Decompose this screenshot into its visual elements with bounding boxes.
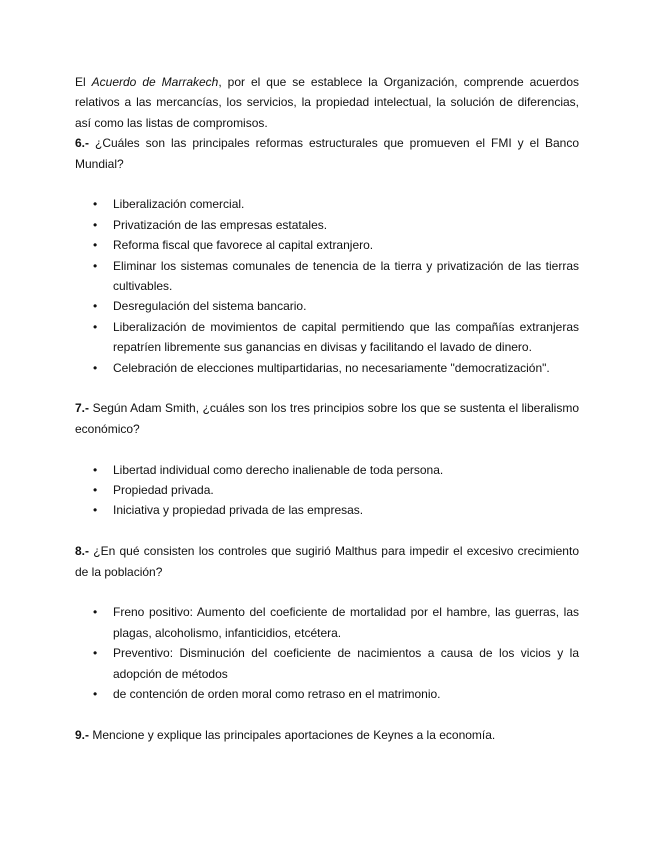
question-number: 9.- bbox=[75, 727, 90, 742]
question-6 bbox=[75, 133, 579, 174]
list-item-text: Libertad individual como derecho inalienable de toda persona. bbox=[113, 462, 444, 477]
bullet-icon: • bbox=[93, 503, 98, 518]
list-item bbox=[75, 256, 579, 297]
list-item bbox=[75, 684, 579, 704]
list-item-text: Freno positivo: Aumento del coeficiente de mortalidad por el hambre, las guerras, las plagas, alcoholismo, infanticidios, etcétera. bbox=[113, 605, 579, 640]
intro-rest: , por el que se establece la Organización, comprende acuerdos relativos a las mercancías, los servicios, la propiedad intelectual, la solución de diferencias, así como las listas de compromisos. bbox=[75, 75, 579, 130]
question-7-answers bbox=[75, 460, 579, 521]
list-item bbox=[75, 235, 579, 255]
bullet-icon: • bbox=[93, 687, 98, 702]
list-item-text: Liberalización comercial. bbox=[113, 197, 245, 212]
question-number: 6.- bbox=[75, 136, 90, 151]
list-item-text: Iniciativa y propiedad privada de las empresas. bbox=[113, 503, 364, 518]
list-item-text: Privatización de las empresas estatales. bbox=[113, 217, 328, 232]
question-number: 7.- bbox=[75, 401, 90, 416]
list-item bbox=[75, 358, 579, 378]
question-number: 8.- bbox=[75, 544, 90, 559]
bullet-icon: • bbox=[93, 360, 98, 375]
bullet-icon: • bbox=[93, 258, 98, 273]
document-page bbox=[75, 72, 579, 745]
bullet-icon: • bbox=[93, 646, 98, 661]
intro-prefix: El bbox=[75, 75, 92, 89]
spacer bbox=[75, 521, 579, 541]
list-item-text: Reforma fiscal que favorece al capital extranjero. bbox=[113, 238, 374, 253]
list-item-text: Liberalización de movimientos de capital permitiendo que las compañías extranjeras repatríen libremente sus ganancias en divisas y facilitando el lavado de dinero. bbox=[113, 319, 579, 355]
list-item bbox=[75, 500, 579, 520]
list-item bbox=[75, 317, 579, 358]
spacer bbox=[75, 378, 579, 398]
list-item-text: Eliminar los sistemas comunales de tenencia de la tierra y privatización de las tierras cultivables. bbox=[113, 258, 579, 294]
list-item-text: Preventivo: Disminución del coeficiente de nacimientos a causa de los vicios y la adopción de métodos bbox=[113, 646, 579, 681]
question-8-answers bbox=[75, 602, 579, 704]
list-item-text: Desregulación del sistema bancario. bbox=[113, 299, 307, 314]
bullet-icon: • bbox=[93, 217, 98, 232]
question-text: ¿En qué consisten los controles que sugirió Malthus para impedir el excesivo crecimiento de la población? bbox=[75, 544, 579, 579]
list-item-text: Celebración de elecciones multipartidarias, no necesariamente "democratización". bbox=[113, 360, 550, 375]
spacer bbox=[75, 174, 579, 194]
bullet-icon: • bbox=[93, 605, 98, 620]
bullet-icon: • bbox=[93, 483, 98, 498]
bullet-icon: • bbox=[93, 319, 98, 334]
spacer bbox=[75, 439, 579, 459]
bullet-icon: • bbox=[93, 238, 98, 253]
bullet-icon: • bbox=[93, 462, 98, 477]
question-6-answers bbox=[75, 194, 579, 378]
spacer bbox=[75, 582, 579, 602]
list-item bbox=[75, 460, 579, 480]
bullet-icon: • bbox=[93, 197, 98, 212]
list-item bbox=[75, 602, 579, 643]
list-item bbox=[75, 194, 579, 214]
question-7 bbox=[75, 398, 579, 439]
question-text: Según Adam Smith, ¿cuáles son los tres principios sobre los que se sustenta el liberalismo económico? bbox=[75, 401, 579, 436]
list-item bbox=[75, 643, 579, 684]
list-item-text: Propiedad privada. bbox=[113, 483, 214, 498]
intro-italic: Acuerdo de Marrakech bbox=[91, 75, 219, 89]
question-9 bbox=[75, 725, 579, 745]
list-item-text: de contención de orden moral como retraso en el matrimonio. bbox=[113, 687, 441, 702]
intro-paragraph bbox=[75, 72, 579, 133]
question-text: Mencione y explique las principales aportaciones de Keynes a la economía. bbox=[92, 727, 496, 742]
question-8 bbox=[75, 541, 579, 582]
bullet-icon: • bbox=[93, 299, 98, 314]
list-item bbox=[75, 296, 579, 316]
list-item bbox=[75, 215, 579, 235]
list-item bbox=[75, 480, 579, 500]
spacer bbox=[75, 705, 579, 725]
question-text: ¿Cuáles son las principales reformas estructurales que promueven el FMI y el Banco Mundial? bbox=[75, 136, 579, 171]
